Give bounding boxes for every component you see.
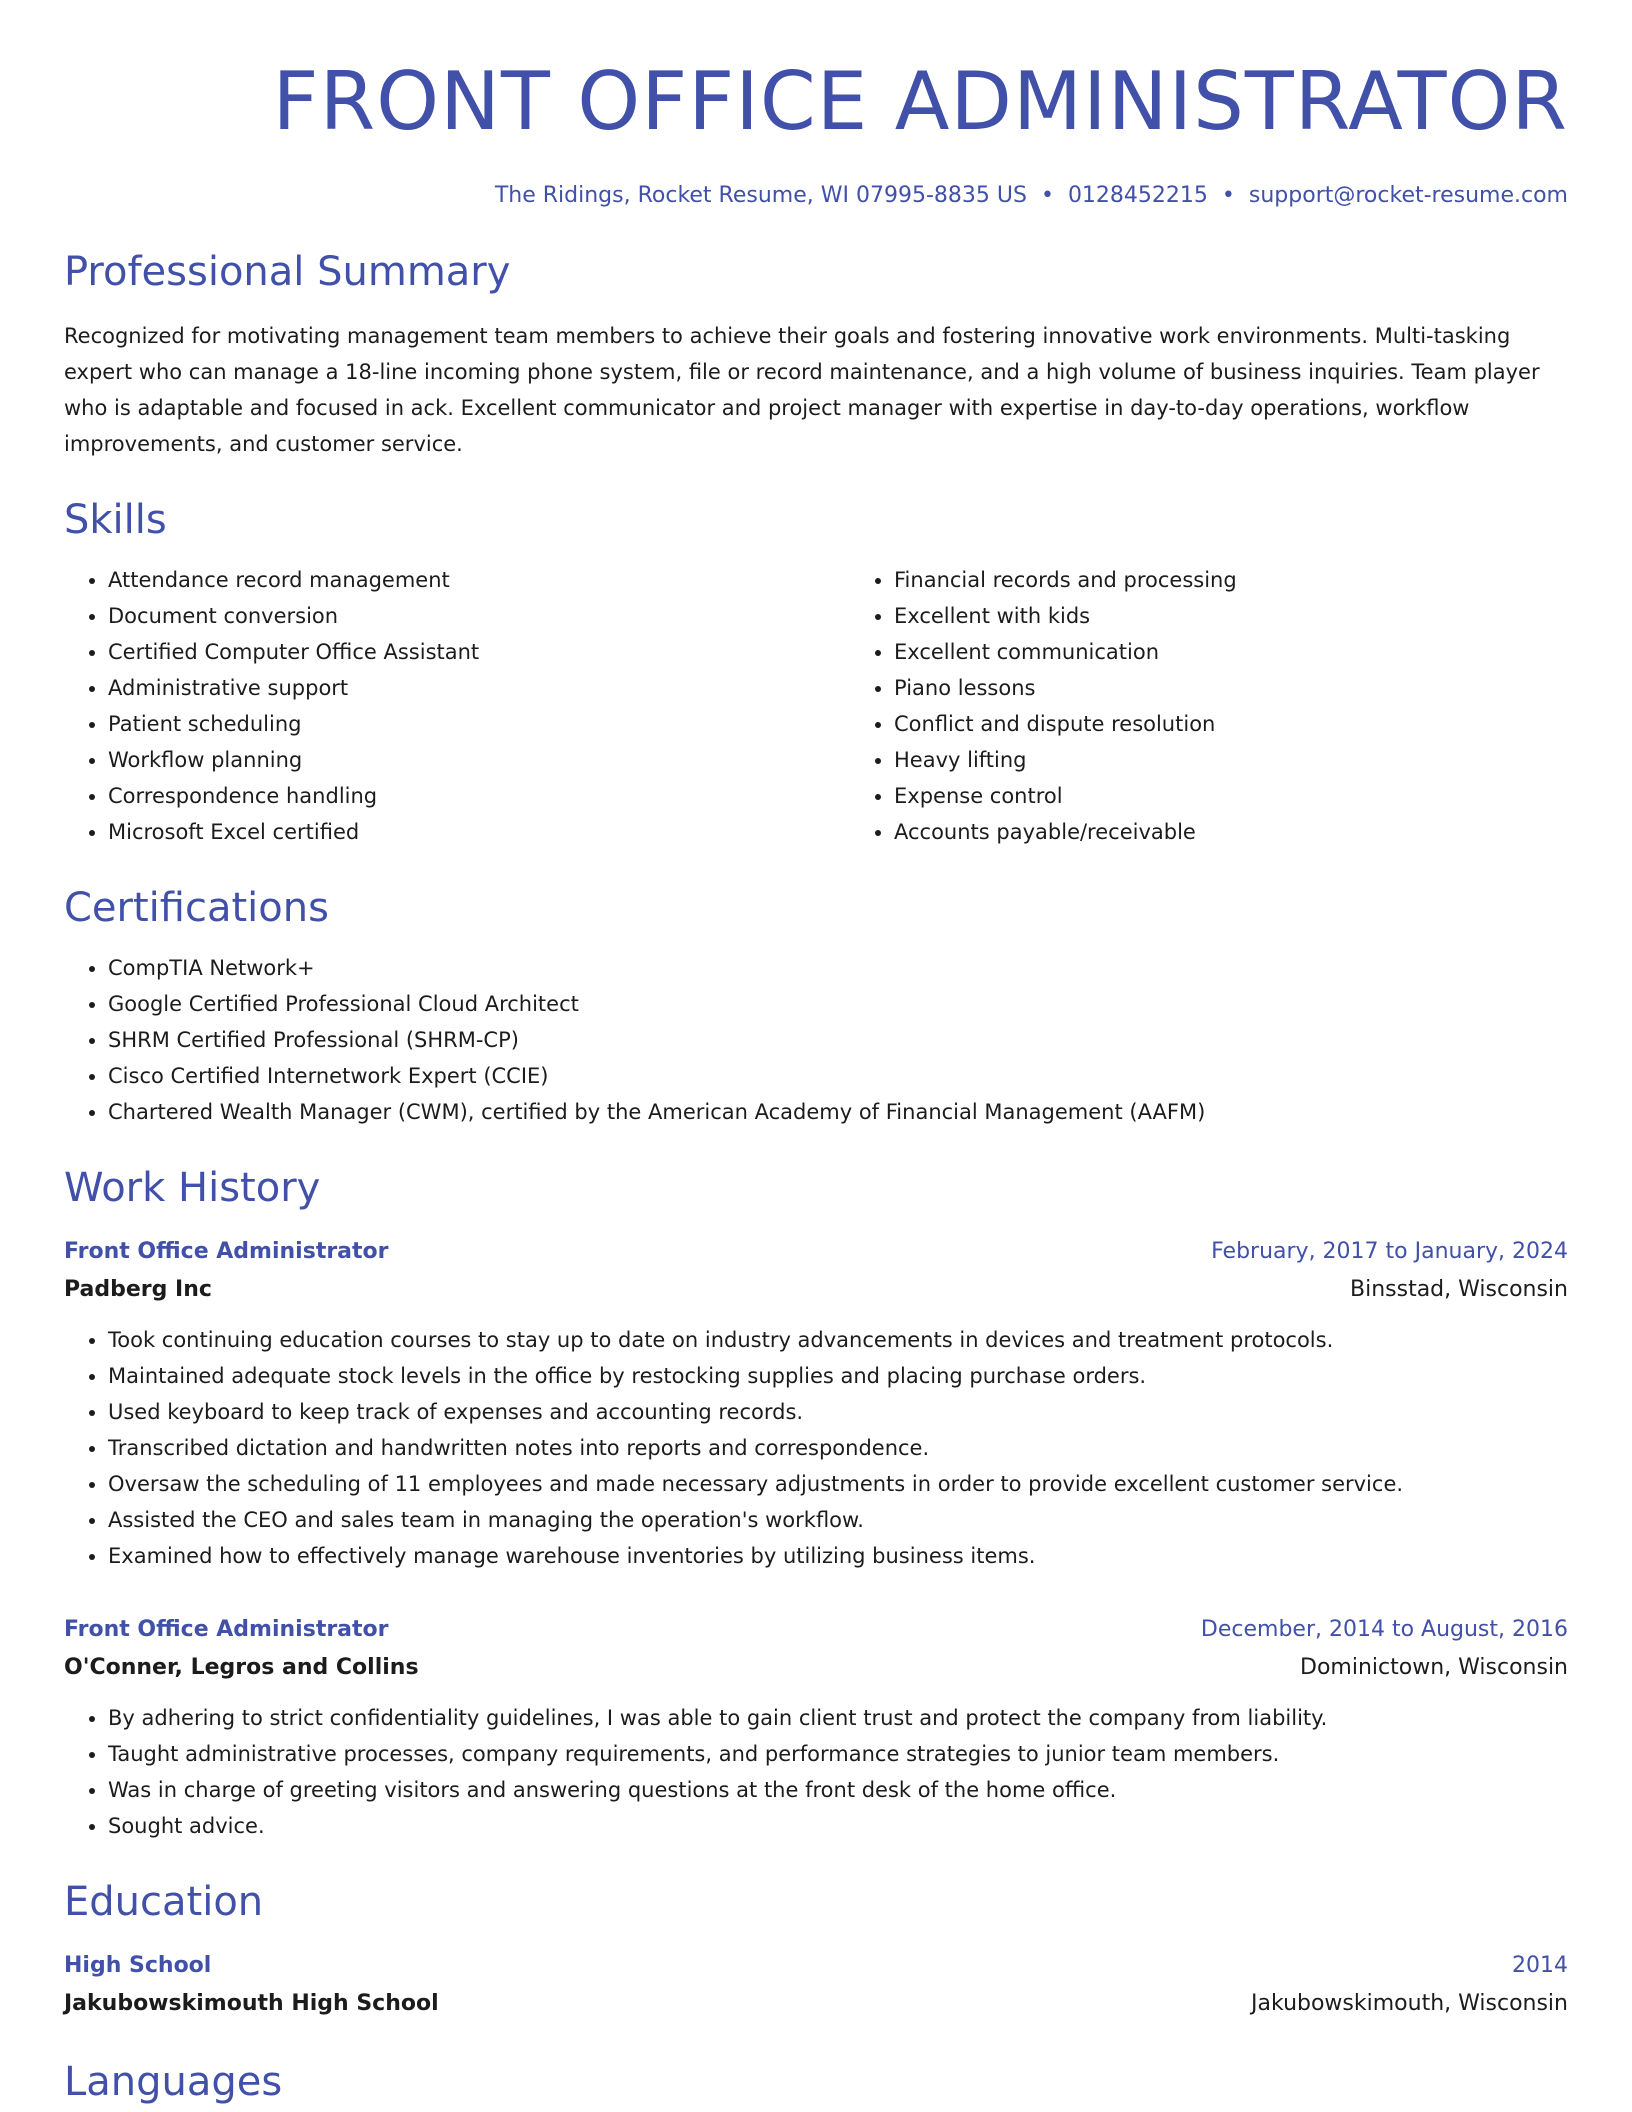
job-company-row xyxy=(64,1648,1568,1688)
skill-item: • Document conversion xyxy=(108,598,850,634)
certifications-heading: Certifications xyxy=(64,885,329,931)
skills-grid xyxy=(64,546,1568,850)
skills-list-right xyxy=(850,562,1594,850)
job-duties-list xyxy=(64,1322,1568,1574)
summary-text: Recognized for motivating management team members to achieve their goals and fostering innovative work environments. Multi-tasking expert who can manage a 18-line incoming phone system, file or record maintenance, and a high volume of business inquiries. Team player who is adaptable and focused in ack. Excellent communicator and project manager with expertise in day-to-day operations, workflow improvements, and customer service. xyxy=(64,324,1540,456)
job-duty-item: • Oversaw the scheduling of 11 employees and made necessary adjustments in order to provide excellent customer service. xyxy=(108,1466,1568,1502)
skill-item: • Certified Computer Office Assistant xyxy=(108,634,850,670)
skill-item: • Excellent communication xyxy=(894,634,1594,670)
contact-separator: • xyxy=(1221,183,1235,208)
certification-item: • Chartered Wealth Manager (CWM), certified by the American Academy of Financial Management (AAFM) xyxy=(108,1094,1568,1130)
skill-item: • Administrative support xyxy=(108,670,850,706)
skill-item: • Expense control xyxy=(894,778,1594,814)
skills-list-left xyxy=(64,562,850,850)
job-duty-item: • Maintained adequate stock levels in the office by restocking supplies and placing purchase orders. xyxy=(108,1358,1568,1394)
job-title-row xyxy=(64,1234,1568,1270)
certifications-section xyxy=(64,882,1568,1130)
summary-section xyxy=(64,246,1568,462)
job-duty-item: • Was in charge of greeting visitors and answering questions at the front desk of the home office. xyxy=(108,1772,1568,1808)
languages-heading: Languages xyxy=(64,2059,283,2105)
certification-item: • Google Certified Professional Cloud Architect xyxy=(108,986,1568,1022)
education-school-row xyxy=(64,1984,1568,2024)
certification-item: • CompTIA Network+ xyxy=(108,950,1568,986)
skill-item: • Microsoft Excel certified xyxy=(108,814,850,850)
job-dates: December, 2014 to August, 2016 xyxy=(1200,1617,1568,1642)
education-heading: Education xyxy=(64,1879,264,1925)
skill-item: • Attendance record management xyxy=(108,562,850,598)
contact-email: support@rocket-resume.com xyxy=(1248,183,1568,208)
job-dates: February, 2017 to January, 2024 xyxy=(1211,1239,1568,1264)
job-location: Dominictown, Wisconsin xyxy=(1300,1655,1568,1680)
skill-item: • Conflict and dispute resolution xyxy=(894,706,1594,742)
job-entry xyxy=(64,1234,1568,1574)
job-duty-item: • Assisted the CEO and sales team in managing the operation's workflow. xyxy=(108,1502,1568,1538)
skill-item: • Heavy lifting xyxy=(894,742,1594,778)
education-school: Jakubowskimouth High School xyxy=(64,1991,439,2016)
job-entry xyxy=(64,1612,1568,1844)
education-degree-row xyxy=(64,1948,1568,1984)
page-title: FRONT OFFICE ADMINISTRATOR xyxy=(272,55,1568,148)
skill-item: • Workflow planning xyxy=(108,742,850,778)
job-duty-item: • Sought advice. xyxy=(108,1808,1568,1844)
contact-phone: 0128452215 xyxy=(1067,183,1208,208)
summary-heading: Professional Summary xyxy=(64,249,511,295)
skill-item: • Correspondence handling xyxy=(108,778,850,814)
skill-item: • Patient scheduling xyxy=(108,706,850,742)
job-company: Padberg Inc xyxy=(64,1277,212,1302)
contact-separator: • xyxy=(1040,183,1054,208)
job-duty-item: • Took continuing education courses to stay up to date on industry advancements in devices and treatment protocols. xyxy=(108,1322,1568,1358)
job-title: Front Office Administrator xyxy=(64,1617,389,1642)
job-location: Binsstad, Wisconsin xyxy=(1350,1277,1568,1302)
skill-item: • Piano lessons xyxy=(894,670,1594,706)
job-duties-list xyxy=(64,1700,1568,1844)
resume-header xyxy=(64,0,1568,212)
job-title-row xyxy=(64,1612,1568,1648)
skill-item: • Excellent with kids xyxy=(894,598,1594,634)
job-company: O'Conner, Legros and Collins xyxy=(64,1655,419,1680)
work-history-heading: Work History xyxy=(64,1165,321,1211)
certification-item: • Cisco Certified Internetwork Expert (CCIE) xyxy=(108,1058,1568,1094)
job-company-row xyxy=(64,1270,1568,1310)
certifications-list xyxy=(64,950,1568,1130)
languages-section xyxy=(64,2056,1568,2108)
education-year: 2014 xyxy=(1512,1953,1568,1978)
certification-item: • SHRM Certified Professional (SHRM-CP) xyxy=(108,1022,1568,1058)
skill-item: • Financial records and processing xyxy=(894,562,1594,598)
job-duty-item: • Examined how to effectively manage warehouse inventories by utilizing business items. xyxy=(108,1538,1568,1574)
contact-address: The Ridings, Rocket Resume, WI 07995-8835 US xyxy=(494,183,1027,208)
education-degree: High School xyxy=(64,1953,212,1978)
skills-section xyxy=(64,494,1568,850)
job-duty-item: • Transcribed dictation and handwritten notes into reports and correspondence. xyxy=(108,1430,1568,1466)
education-entry xyxy=(64,1948,1568,2024)
contact-line xyxy=(64,180,1568,212)
job-duty-item: • By adhering to strict confidentiality guidelines, I was able to gain client trust and protect the company from liability. xyxy=(108,1700,1568,1736)
education-section xyxy=(64,1876,1568,2024)
job-duty-item: • Used keyboard to keep track of expenses and accounting records. xyxy=(108,1394,1568,1430)
education-location: Jakubowskimouth, Wisconsin xyxy=(1251,1991,1568,2016)
job-title: Front Office Administrator xyxy=(64,1239,389,1264)
skill-item: • Accounts payable/receivable xyxy=(894,814,1594,850)
work-history-section xyxy=(64,1162,1568,1844)
skills-heading: Skills xyxy=(64,497,167,543)
job-duty-item: • Taught administrative processes, company requirements, and performance strategies to junior team members. xyxy=(108,1736,1568,1772)
